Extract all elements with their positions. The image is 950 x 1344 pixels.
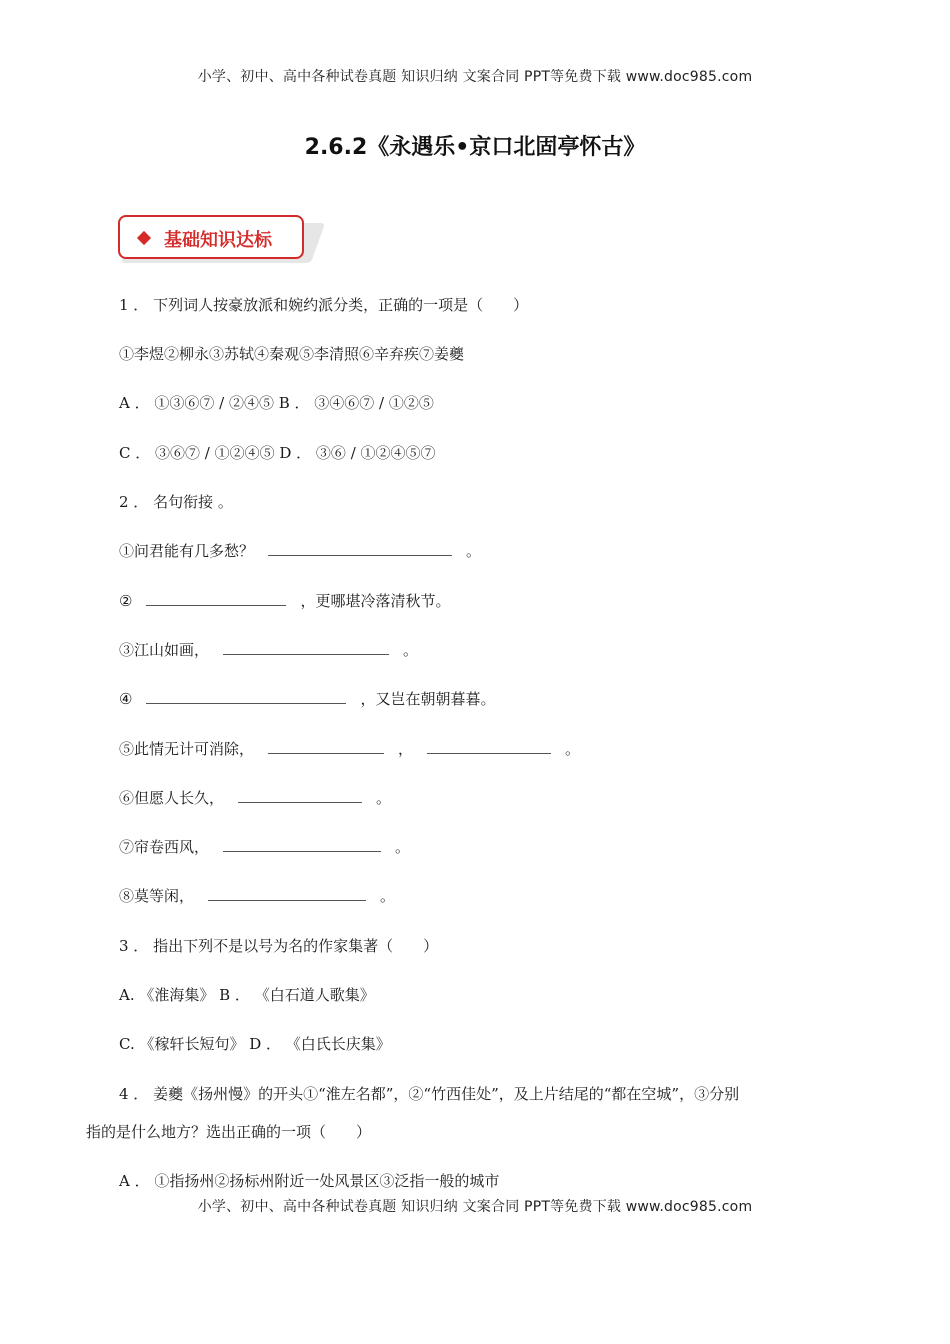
q2-item-2-text: ，更哪堪冷落清秋节。	[300, 592, 451, 610]
answer-blank[interactable]	[427, 739, 551, 754]
answer-blank[interactable]	[238, 788, 362, 803]
q2-item-4	[119, 689, 495, 709]
q1-stem: 1 ． 下列词人按豪放派和婉约派分类，正确的一项是（ ）	[119, 296, 529, 314]
q2-item-3-text: ③江山如画，	[119, 641, 210, 659]
q2-item-5	[119, 739, 580, 759]
answer-blank[interactable]	[268, 739, 384, 754]
q2-item-6-end: 。	[376, 789, 392, 807]
answer-blank[interactable]	[146, 689, 346, 704]
answer-blank[interactable]	[208, 886, 366, 901]
q1-list: ①李煜②柳永③苏轼④秦观⑤李清照⑥辛弃疾⑦姜夔	[119, 345, 465, 363]
q3-options-cd: C. 《稼轩长短句》 D ． 《白氏长庆集》	[119, 1035, 391, 1053]
q2-item-7	[119, 837, 410, 857]
q2-item-6-text: ⑥但愿人长久，	[119, 789, 225, 807]
q2-item-2	[119, 591, 450, 611]
q2-item-5-end: 。	[565, 740, 581, 758]
page-title: 2.6.2《永遇乐•京口北固亭怀古》	[304, 135, 646, 160]
diamond-icon	[137, 231, 151, 245]
q4-stem-line-1: 4 ． 姜夔《扬州慢》的开头①“淮左名都”，②“竹西佳处”，及上片结尾的“都在空城”，③分别	[119, 1085, 740, 1103]
q2-item-5-comma: ，	[398, 740, 414, 758]
q2-item-2-num: ②	[119, 592, 133, 610]
answer-blank[interactable]	[268, 541, 452, 556]
page-footer: 小学、初中、高中各种试卷真题 知识归纳 文案合同 PPT等免费下载 www.doc985.com	[197, 1199, 753, 1215]
q2-item-4-text: ，又岂在朝朝暮暮。	[360, 690, 496, 708]
page-header: 小学、初中、高中各种试卷真题 知识归纳 文案合同 PPT等免费下载 www.doc985.com	[197, 69, 753, 85]
q2-item-8	[119, 886, 395, 906]
q4-stem-line-2: 指的是什么地方？选出正确的一项（ ）	[86, 1123, 372, 1141]
section-badge	[118, 215, 328, 265]
q2-item-3-end: 。	[403, 641, 419, 659]
q2-item-3	[119, 640, 418, 660]
answer-blank[interactable]	[146, 591, 286, 606]
answer-blank[interactable]	[223, 837, 381, 852]
q2-stem: 2 ． 名句衔接 。	[119, 493, 233, 511]
q2-item-8-text: ⑧莫等闲，	[119, 887, 195, 905]
q1-options-ab: A ． ①③⑥⑦ / ②④⑤ B ． ③④⑥⑦ / ①②⑤	[119, 394, 434, 412]
q2-item-6	[119, 788, 391, 808]
q2-item-8-end: 。	[380, 887, 396, 905]
q2-item-1-text: ①问君能有几多愁？	[119, 542, 255, 560]
q2-item-4-num: ④	[119, 690, 133, 708]
badge-frame	[118, 215, 304, 259]
section-title: 基础知识达标	[164, 230, 272, 251]
q2-item-5-text: ⑤此情无计可消除，	[119, 740, 255, 758]
q4-option-a: A ． ①指扬州②扬标州附近一处风景区③泛指一般的城市	[119, 1172, 500, 1190]
q2-item-1-end: 。	[466, 542, 482, 560]
q3-stem: 3 ． 指出下列不是以号为名的作家集著（ ）	[119, 937, 439, 955]
q1-options-cd: C ． ③⑥⑦ / ①②④⑤ D ． ③⑥ / ①②④⑤⑦	[119, 444, 436, 462]
q2-item-7-end: 。	[395, 838, 411, 856]
answer-blank[interactable]	[223, 640, 389, 655]
q3-options-ab: A. 《淮海集》 B ． 《白石道人歌集》	[119, 986, 375, 1004]
q2-item-7-text: ⑦帘卷西风，	[119, 838, 210, 856]
q2-item-1	[119, 541, 481, 561]
